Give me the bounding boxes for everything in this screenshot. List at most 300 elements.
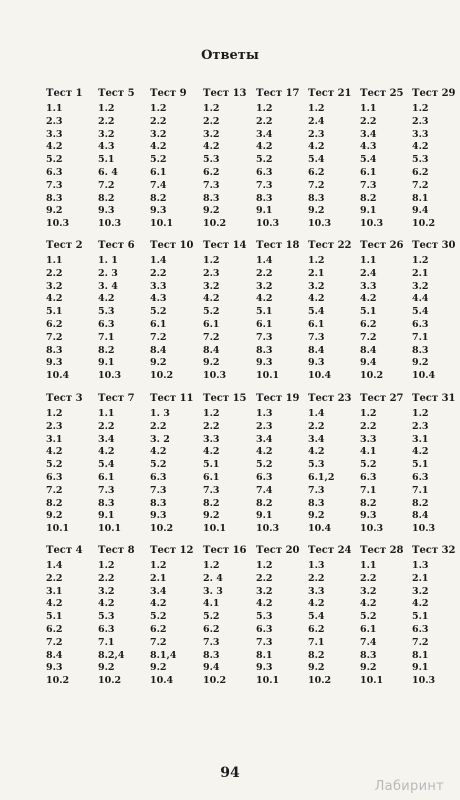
answer-item: 5.1 [360, 306, 377, 318]
answer-item: 5.1 [256, 306, 273, 318]
answer-item: 2.3 [308, 128, 325, 140]
answer-item: 3.2 [412, 280, 429, 292]
answer-item: 10.2 [150, 370, 174, 382]
answer-item: 10.1 [150, 218, 174, 230]
answer-item: 2.2 [98, 572, 115, 584]
answer-item: 10.3 [98, 370, 122, 382]
answer-item: 6.3 [412, 623, 429, 635]
answer-item: 7.3 [308, 331, 325, 343]
test-answer-block [46, 545, 102, 688]
test-answer-block [203, 393, 259, 536]
answer-item: 2.1 [150, 572, 167, 584]
answer-item: 7.1 [412, 484, 429, 496]
answer-item: 2.2 [98, 115, 115, 127]
answer-item: 2.2 [256, 572, 273, 584]
answer-item: 2. 4 [203, 572, 223, 584]
answer-item: 1. 1 [98, 255, 118, 266]
answer-item: 4.3 [150, 293, 167, 305]
answer-item: 10.2 [308, 675, 332, 687]
answer-item: 2.2 [150, 115, 167, 127]
answer-item: 4.2 [308, 446, 325, 458]
answer-item: 5.2 [256, 459, 273, 471]
answer-item: 7.2 [46, 636, 63, 648]
answer-item: 7.2 [308, 179, 325, 191]
test-title: Тест 7 [98, 393, 135, 404]
answer-item: 4.2 [256, 598, 273, 610]
answer-item: 5.3 [308, 459, 325, 471]
answer-item: 6.1,2 [308, 471, 335, 483]
answer-item: 2.2 [203, 115, 220, 127]
answer-item: 6.2 [203, 623, 220, 635]
answer-item: 7.2 [412, 179, 429, 191]
answer-item: 3.2 [412, 585, 429, 597]
answer-item: 4.3 [360, 141, 377, 153]
answer-item: 7.4 [256, 484, 273, 496]
answer-item: 6. 4 [98, 166, 118, 178]
answer-item: 5.2 [46, 154, 63, 166]
answer-item: 5.4 [308, 611, 325, 623]
answer-item: 4.1 [203, 598, 220, 610]
answer-item: 3.4 [360, 128, 377, 140]
answer-item: 6.3 [46, 471, 63, 483]
answer-item: 3.1 [46, 433, 63, 445]
answer-item: 6.2 [308, 623, 325, 635]
answer-item: 10.3 [98, 218, 122, 230]
answer-item: 10.2 [98, 675, 122, 687]
answer-item: 7.2 [412, 636, 429, 648]
answer-item: 6.1 [256, 318, 273, 330]
answer-item: 1.3 [412, 560, 429, 571]
test-answer-block [360, 393, 416, 536]
answer-item: 6.3 [150, 471, 167, 483]
test-title: Тест 23 [308, 393, 352, 404]
test-answer-block [412, 393, 460, 536]
test-answer-block [150, 88, 206, 231]
test-title: Тест 12 [150, 545, 194, 556]
answer-item: 3.3 [203, 433, 220, 445]
test-title: Тест 15 [203, 393, 247, 404]
answer-item: 10.3 [308, 218, 332, 230]
answer-item: 8.4 [412, 510, 429, 522]
test-answer-block [256, 88, 312, 231]
answer-item: 5.4 [360, 154, 377, 166]
answer-item: 8.2 [150, 192, 167, 204]
answer-item: 10.4 [150, 675, 174, 687]
answer-item: 7.4 [150, 179, 167, 191]
answer-item: 10.4 [308, 370, 332, 382]
answer-item: 1.1 [360, 255, 377, 266]
answer-item: 5.1 [203, 459, 220, 471]
answer-item: 3.2 [308, 280, 325, 292]
answer-item: 1.2 [46, 408, 63, 419]
answer-item: 8.2 [98, 192, 115, 204]
answer-item: 5.4 [308, 154, 325, 166]
answer-item: 1.1 [360, 103, 377, 114]
answer-item: 6.1 [360, 166, 377, 178]
test-answer-block [46, 393, 102, 536]
test-answer-block [308, 88, 364, 231]
answer-item: 6.1 [203, 471, 220, 483]
answer-item: 6.3 [98, 623, 115, 635]
answer-item: 4.2 [98, 598, 115, 610]
answer-item: 2.2 [203, 420, 220, 432]
answer-item: 5.4 [308, 306, 325, 318]
page-title: Ответы [201, 48, 259, 63]
answer-item: 1. 3 [150, 408, 170, 419]
answer-item: 4.3 [98, 141, 115, 153]
answer-item: 4.2 [203, 446, 220, 458]
answer-item: 6.2 [360, 318, 377, 330]
answer-item: 1.2 [150, 103, 167, 114]
answer-item: 8.3 [256, 344, 273, 356]
answer-item: 4.2 [412, 446, 429, 458]
answer-item: 8.4 [150, 344, 167, 356]
answer-item: 4.2 [46, 598, 63, 610]
answer-item: 7.2 [150, 331, 167, 343]
answer-item: 2. 3 [98, 267, 118, 279]
answer-item: 10.2 [203, 675, 227, 687]
answer-item: 9.1 [98, 510, 115, 522]
answer-item: 3.2 [98, 128, 115, 140]
answer-item: 7.2 [203, 331, 220, 343]
answer-item: 9.2 [203, 205, 220, 217]
test-title: Тест 10 [150, 240, 194, 251]
test-answer-block [412, 88, 460, 231]
answer-item: 6.1 [150, 166, 167, 178]
answer-item: 5.3 [98, 306, 115, 318]
answer-item: 8.3 [46, 192, 63, 204]
answer-item: 5.2 [360, 459, 377, 471]
test-title: Тест 3 [46, 393, 83, 404]
test-title: Тест 1 [46, 88, 83, 99]
answer-item: 9.2 [412, 357, 429, 369]
answer-item: 10.3 [412, 523, 436, 535]
answer-item: 9.4 [412, 205, 429, 217]
answer-item: 1.4 [46, 560, 63, 571]
answer-item: 2.3 [412, 115, 429, 127]
answer-item: 5.2 [46, 459, 63, 471]
answer-item: 1.2 [203, 560, 220, 571]
answer-item: 1.3 [308, 560, 325, 571]
test-answer-block [308, 240, 364, 383]
answer-item: 4.2 [412, 598, 429, 610]
test-title: Тест 4 [46, 545, 83, 556]
answer-item: 10.2 [46, 675, 70, 687]
answer-item: 9.2 [46, 510, 63, 522]
test-answer-block [150, 393, 206, 536]
answer-item: 6.1 [150, 318, 167, 330]
answer-item: 9.2 [308, 510, 325, 522]
answer-item: 7.1 [98, 331, 115, 343]
answer-item: 9.3 [46, 357, 63, 369]
test-title: Тест 26 [360, 240, 404, 251]
answer-item: 8.1 [412, 649, 429, 661]
answer-item: 8.3 [203, 649, 220, 661]
answer-item: 2.2 [308, 572, 325, 584]
answer-item: 9.2 [360, 662, 377, 674]
answer-item: 7.1 [412, 331, 429, 343]
answer-item: 2.3 [412, 420, 429, 432]
answer-item: 4.2 [308, 598, 325, 610]
answer-item: 4.2 [360, 598, 377, 610]
answer-item: 1.2 [203, 408, 220, 419]
answer-item: 9.3 [256, 357, 273, 369]
answer-item: 8.3 [308, 192, 325, 204]
answer-item: 6.2 [46, 318, 63, 330]
test-answer-block [360, 240, 416, 383]
answer-item: 8.2 [308, 649, 325, 661]
answer-item: 3.2 [360, 585, 377, 597]
test-answer-block [256, 240, 312, 383]
answer-item: 9.2 [203, 510, 220, 522]
test-title: Тест 14 [203, 240, 247, 251]
test-title: Тест 6 [98, 240, 135, 251]
answer-item: 4.2 [46, 141, 63, 153]
answer-item: 4.2 [203, 293, 220, 305]
answer-item: 5.4 [98, 459, 115, 471]
answer-item: 10.1 [203, 523, 227, 535]
answer-item: 7.1 [98, 636, 115, 648]
answer-item: 10.1 [360, 675, 384, 687]
answer-item: 4.2 [150, 141, 167, 153]
answer-item: 3.1 [46, 585, 63, 597]
answer-item: 6.3 [98, 318, 115, 330]
answer-item: 9.2 [150, 662, 167, 674]
answer-item: 3.1 [412, 433, 429, 445]
answer-item: 8.2,4 [98, 649, 125, 661]
answer-item: 2.3 [46, 115, 63, 127]
answer-item: 1.1 [46, 103, 63, 114]
answer-item: 1.2 [412, 103, 429, 114]
answer-item: 6.3 [360, 471, 377, 483]
test-title: Тест 20 [256, 545, 300, 556]
answer-item: 3.4 [308, 433, 325, 445]
test-title: Тест 17 [256, 88, 300, 99]
answer-item: 5.3 [98, 611, 115, 623]
test-answer-block [308, 545, 364, 688]
answer-item: 1.1 [98, 408, 115, 419]
answer-item: 1.2 [360, 408, 377, 419]
answer-item: 5.1 [412, 459, 429, 471]
answer-item: 9.3 [308, 357, 325, 369]
answer-item: 4.2 [360, 293, 377, 305]
answer-item: 10.3 [412, 675, 436, 687]
answer-item: 6.2 [46, 623, 63, 635]
answer-item: 2.3 [256, 420, 273, 432]
answer-item: 2.2 [46, 267, 63, 279]
answer-item: 1.2 [98, 560, 115, 571]
answer-item: 10.3 [46, 218, 70, 230]
answer-item: 1.4 [150, 255, 167, 266]
answer-item: 3.3 [308, 585, 325, 597]
answer-item: 6.1 [203, 318, 220, 330]
answer-item: 8.3 [360, 649, 377, 661]
answer-item: 7.3 [98, 484, 115, 496]
answer-item: 3.4 [98, 433, 115, 445]
answer-item: 2.3 [46, 420, 63, 432]
test-title: Тест 29 [412, 88, 456, 99]
answer-item: 10.2 [412, 218, 436, 230]
answer-item: 2.2 [308, 420, 325, 432]
answer-item: 3.3 [46, 128, 63, 140]
answer-item: 8.4 [203, 344, 220, 356]
answer-item: 5.1 [46, 306, 63, 318]
answer-item: 2.3 [203, 267, 220, 279]
answer-item: 3.3 [360, 433, 377, 445]
test-title: Тест 28 [360, 545, 404, 556]
answer-item: 9.2 [98, 662, 115, 674]
answer-item: 5.2 [203, 306, 220, 318]
test-answer-block [98, 393, 154, 536]
answer-item: 9.1 [360, 205, 377, 217]
answer-item: 8.3 [98, 497, 115, 509]
answer-item: 8.3 [412, 344, 429, 356]
answer-item: 3.3 [360, 280, 377, 292]
answer-item: 2.2 [256, 115, 273, 127]
answer-item: 9.2 [308, 205, 325, 217]
test-title: Тест 31 [412, 393, 456, 404]
answer-item: 1.4 [308, 408, 325, 419]
answer-item: 7.1 [308, 636, 325, 648]
answer-item: 4.2 [203, 141, 220, 153]
test-title: Тест 19 [256, 393, 300, 404]
answer-item: 6.2 [412, 166, 429, 178]
answer-item: 4.2 [308, 141, 325, 153]
answer-item: 10.3 [256, 523, 280, 535]
answer-item: 8.4 [360, 344, 377, 356]
answer-item: 6.3 [412, 471, 429, 483]
answer-item: 5.3 [256, 611, 273, 623]
answer-item: 2.2 [150, 267, 167, 279]
answer-item: 9.3 [150, 510, 167, 522]
test-title: Тест 8 [98, 545, 135, 556]
answer-item: 4.2 [256, 446, 273, 458]
answer-item: 8.1 [256, 649, 273, 661]
test-answer-block [256, 545, 312, 688]
answer-item: 6.1 [308, 318, 325, 330]
answer-item: 9.2 [203, 357, 220, 369]
answer-item: 2.1 [412, 267, 429, 279]
answer-item: 10.2 [150, 523, 174, 535]
answer-item: 6.3 [256, 166, 273, 178]
answer-item: 3. 4 [98, 280, 118, 292]
answer-item: 9.1 [256, 205, 273, 217]
answer-item: 1.2 [256, 103, 273, 114]
test-title: Тест 22 [308, 240, 352, 251]
answer-item: 9.4 [203, 662, 220, 674]
answer-item: 4.2 [256, 141, 273, 153]
answer-item: 1.2 [308, 255, 325, 266]
test-answer-block [46, 88, 102, 231]
answer-item: 10.2 [360, 370, 384, 382]
test-answer-block [46, 240, 102, 383]
test-answer-block [360, 545, 416, 688]
test-title: Тест 32 [412, 545, 456, 556]
answer-item: 10.4 [412, 370, 436, 382]
answer-item: 6.2 [203, 166, 220, 178]
test-title: Тест 18 [256, 240, 300, 251]
answer-item: 9.4 [360, 357, 377, 369]
answer-item: 8.2 [46, 497, 63, 509]
test-title: Тест 21 [308, 88, 352, 99]
answer-item: 7.2 [46, 484, 63, 496]
answer-item: 8.2 [256, 497, 273, 509]
answer-item: 5.4 [412, 306, 429, 318]
answer-item: 1.1 [46, 255, 63, 266]
answer-item: 7.4 [360, 636, 377, 648]
test-title: Тест 2 [46, 240, 83, 251]
answer-item: 5.2 [150, 459, 167, 471]
answer-item: 7.2 [46, 331, 63, 343]
answer-item: 10.1 [46, 523, 70, 535]
answer-item: 1.2 [98, 103, 115, 114]
answer-item: 8.2 [360, 192, 377, 204]
answer-item: 3.2 [256, 280, 273, 292]
test-title: Тест 25 [360, 88, 404, 99]
test-answer-block [203, 88, 259, 231]
answer-item: 3.3 [150, 280, 167, 292]
test-answer-block [360, 88, 416, 231]
answer-item: 6.1 [360, 623, 377, 635]
answer-item: 3. 2 [150, 433, 170, 445]
test-answer-block [203, 545, 259, 688]
answer-item: 10.4 [308, 523, 332, 535]
answer-item: 4.1 [360, 446, 377, 458]
answer-item: 3.2 [203, 280, 220, 292]
answer-item: 8.2 [203, 497, 220, 509]
test-title: Тест 5 [98, 88, 135, 99]
test-title: Тест 16 [203, 545, 247, 556]
answer-item: 3.3 [412, 128, 429, 140]
test-answer-block [150, 240, 206, 383]
answer-item: 1.4 [256, 255, 273, 266]
answer-item: 4.2 [46, 446, 63, 458]
answer-item: 7.3 [256, 179, 273, 191]
test-answer-block [412, 545, 460, 688]
answer-item: 7.3 [308, 484, 325, 496]
answer-item: 1.2 [412, 255, 429, 266]
answer-item: 2.4 [308, 115, 325, 127]
answer-item: 7.2 [150, 636, 167, 648]
answer-item: 6.2 [150, 623, 167, 635]
answer-item: 6.3 [46, 166, 63, 178]
answer-item: 7.2 [360, 331, 377, 343]
answer-item: 2.2 [360, 115, 377, 127]
test-answer-block [256, 393, 312, 536]
answer-item: 1.2 [150, 560, 167, 571]
answer-item: 6.3 [412, 318, 429, 330]
answer-item: 9.2 [46, 205, 63, 217]
answer-item: 7.2 [98, 179, 115, 191]
answer-item: 2.2 [98, 420, 115, 432]
answer-item: 7.3 [256, 331, 273, 343]
answer-item: 9.2 [308, 662, 325, 674]
answer-item: 8.4 [46, 649, 63, 661]
answer-item: 9.3 [256, 662, 273, 674]
answer-item: 10.3 [203, 370, 227, 382]
answer-item: 2.1 [308, 267, 325, 279]
answer-item: 5.2 [150, 306, 167, 318]
answer-item: 9.1 [98, 357, 115, 369]
test-answer-block [98, 545, 154, 688]
answer-item: 7.3 [203, 636, 220, 648]
answer-item: 7.3 [360, 179, 377, 191]
test-title: Тест 27 [360, 393, 404, 404]
answer-item: 3.2 [256, 585, 273, 597]
answer-item: 8.2 [98, 344, 115, 356]
answer-item: 9.1 [412, 662, 429, 674]
page-number: 94 [220, 765, 240, 781]
